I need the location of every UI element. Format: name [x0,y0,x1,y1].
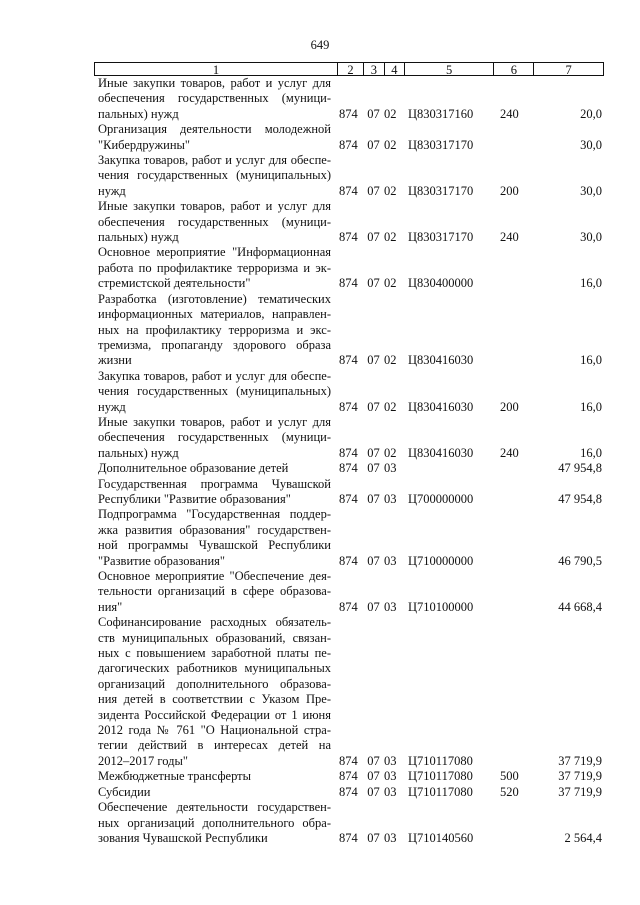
description-line: нужд [98,183,126,198]
amount: 37 719,9 [558,784,602,799]
row-description [94,292,337,369]
amount: 47 954,8 [558,491,602,506]
description-line: ния" [98,599,123,614]
ministry-code: 874 [339,830,358,845]
header-col-2: 2 [337,63,363,75]
table-row [94,569,604,615]
target-article-code: Ц710117080 [408,784,473,799]
ministry-code: 874 [339,445,358,460]
expense-type-code: 520 [500,784,519,799]
ministry-code: 874 [339,183,358,198]
table-row [94,615,604,769]
subsection-code: 03 [384,553,397,568]
subsection-code: 03 [384,784,397,799]
amount: 44 668,4 [558,599,602,614]
table-row [94,769,604,784]
amount: 16,0 [580,353,602,368]
row-description [94,569,337,615]
header-col-4: 4 [384,63,404,75]
description-line: Подпрограмма "Государственная поддер- [98,507,331,522]
row-description [94,76,337,122]
description-line: Иные закупки товаров, работ и услуг для [98,414,331,429]
description-line: дагогических работников муниципальных [98,661,331,676]
row-description [94,153,337,199]
budget-table [94,62,604,846]
ministry-code: 874 [339,784,358,799]
description-line: информационных материалов, направлен- [98,307,331,322]
table-row [94,477,604,508]
row-description [94,615,337,769]
amount: 30,0 [580,137,602,152]
description-line: чения государственных (муниципальных) [98,384,331,399]
table-header [94,62,604,76]
ministry-code: 874 [339,399,358,414]
amount: 30,0 [580,183,602,198]
header-col-7: 7 [533,63,603,75]
target-article-code: Ц830317170 [408,137,474,152]
section-code: 07 [367,769,380,784]
ministry-code: 874 [339,769,358,784]
description-line: "Кибердружины" [98,137,191,152]
amount: 47 954,8 [558,461,602,476]
description-line: ния детей в соответствии с Указом Пре- [98,692,331,707]
subsection-code: 02 [384,276,397,291]
description-line: "Развитие образования" [98,553,225,568]
amount: 37 719,9 [558,769,602,784]
target-article-code: Ц830400000 [408,276,474,291]
description-line: нужд [98,399,126,414]
header-col-6: 6 [493,63,533,75]
description-line: Иные закупки товаров, работ и услуг для [98,76,331,90]
row-description [94,785,337,800]
target-article-code: Ц710140560 [408,830,474,845]
table-row [94,292,604,369]
ministry-code: 874 [339,106,358,121]
table-row [94,461,604,476]
target-article-code: Ц830416030 [408,445,474,460]
section-code: 07 [367,599,380,614]
description-line: работа по профилактике терроризма и эк- [98,260,331,275]
target-article-code: Ц830317170 [408,230,474,245]
target-article-code: Ц700000000 [408,491,474,506]
expense-type-code: 200 [500,399,519,414]
row-description [94,461,337,476]
ministry-code: 874 [339,230,358,245]
subsection-code: 02 [384,137,397,152]
ministry-code: 874 [339,353,358,368]
description-line: Обеспечение деятельности государствен- [98,800,331,815]
target-article-code: Ц710117080 [408,753,473,768]
section-code: 07 [367,353,380,368]
description-line: Основное мероприятие "Обеспечение дея- [98,569,331,583]
description-line: стремистской деятельности" [98,276,251,291]
description-line: Республики "Развитие образования" [98,491,291,506]
description-line: Дополнительное образование детей [98,461,289,476]
amount: 37 719,9 [558,753,602,768]
description-line: Софинансирование расходных обязатель- [98,615,331,630]
description-line: ств муниципальных образований, связан- [98,630,331,645]
expense-type-code: 240 [500,230,519,245]
subsection-code: 02 [384,399,397,414]
subsection-code: 02 [384,230,397,245]
target-article-code: Ц710100000 [408,599,474,614]
target-article-code: Ц710000000 [408,553,474,568]
ministry-code: 874 [339,137,358,152]
table-row [94,153,604,199]
table-row [94,76,604,122]
section-code: 07 [367,491,380,506]
description-line: Разработка (изготовление) тематических [98,291,331,306]
amount: 20,0 [580,106,602,121]
description-line: 2012 года № 761 "О Национальной стра- [98,723,331,738]
row-description [94,245,337,291]
description-line: тремизма, пропаганду здорового образа [98,337,331,352]
expense-type-code: 500 [500,769,519,784]
section-code: 07 [367,553,380,568]
expense-type-code: 200 [500,183,519,198]
target-article-code: Ц710117080 [408,769,473,784]
row-description [94,800,337,846]
subsection-code: 03 [384,461,397,476]
table-row [94,245,604,291]
subsection-code: 03 [384,830,397,845]
subsection-code: 03 [384,491,397,506]
description-line: Государственная программа Чувашской [98,476,331,491]
amount: 2 564,4 [564,830,602,845]
page-number: 649 [310,38,330,52]
description-line: 2012–2017 годы" [98,753,188,768]
subsection-code: 02 [384,445,397,460]
subsection-code: 03 [384,753,397,768]
table-body [94,76,604,846]
description-line: Закупка товаров, работ и услуг для обеспе- [98,368,331,383]
description-line: Организация деятельности молодежной [98,122,331,137]
row-description [94,369,337,415]
amount: 16,0 [580,445,602,460]
subsection-code: 02 [384,353,397,368]
table-row [94,369,604,415]
ministry-code: 874 [339,553,358,568]
section-code: 07 [367,753,380,768]
description-line: тегии действий в интересах детей на [98,738,331,753]
description-line: Закупка товаров, работ и услуг для обеспе- [98,153,331,168]
row-description [94,477,337,508]
section-code: 07 [367,445,380,460]
section-code: 07 [367,830,380,845]
target-article-code: Ц830416030 [408,399,474,414]
description-line: Иные закупки товаров, работ и услуг для [98,199,331,214]
description-line: ных на профилактику терроризма и экс- [98,322,331,337]
description-line: зования Чувашской Республики [98,830,268,845]
description-line: пальных) нужд [98,106,179,121]
description-line: обеспечения государственных (муници- [98,91,331,106]
header-col-3: 3 [363,63,384,75]
amount: 30,0 [580,230,602,245]
section-code: 07 [367,784,380,799]
description-line: ных организаций дополнительного обра- [98,815,331,830]
row-description [94,415,337,461]
header-col-1: 1 [212,63,220,77]
description-line: пальных) нужд [98,230,179,245]
subsection-code: 02 [384,183,397,198]
description-line: пальных) нужд [98,445,179,460]
ministry-code: 874 [339,491,358,506]
ministry-code: 874 [339,461,358,476]
expense-type-code: 240 [500,106,519,121]
row-description [94,507,337,569]
table-row [94,415,604,461]
target-article-code: Ц830317170 [408,183,474,198]
description-line: Основное мероприятие "Информационная [98,245,331,260]
amount: 16,0 [580,399,602,414]
description-line: организаций дополнительного образова- [98,676,331,691]
row-description [94,769,337,784]
section-code: 07 [367,183,380,198]
table-row [94,785,604,800]
table-row [94,122,604,153]
table-row [94,800,604,846]
subsection-code: 02 [384,106,397,121]
ministry-code: 874 [339,753,358,768]
description-line: жизни [98,353,132,368]
description-line: жка развития образования" государствен- [98,522,331,537]
section-code: 07 [367,399,380,414]
table-row [94,199,604,245]
row-description [94,199,337,245]
expense-type-code: 240 [500,445,519,460]
section-code: 07 [367,461,380,476]
section-code: 07 [367,276,380,291]
description-line: зидента Российской Федерации от 1 июня [98,707,331,722]
target-article-code: Ц830416030 [408,353,474,368]
target-article-code: Ц830317160 [408,106,474,121]
subsection-code: 03 [384,769,397,784]
section-code: 07 [367,137,380,152]
row-description [94,122,337,153]
section-code: 07 [367,106,380,121]
description-line: обеспечения государственных (муници- [98,214,331,229]
description-line: Субсидии [98,784,151,799]
ministry-code: 874 [339,599,358,614]
table-row [94,507,604,569]
description-line: тельности организаций в сфере образова- [98,584,331,599]
description-line: ной программы Чувашской Республики [98,538,331,553]
description-line: Межбюджетные трансферты [98,769,252,784]
description-line: обеспечения государственных (муници- [98,430,331,445]
amount: 46 790,5 [558,553,602,568]
description-line: ных с повышением заработной платы пе- [98,646,331,661]
description-line: чения государственных (муниципальных) [98,168,331,183]
section-code: 07 [367,230,380,245]
amount: 16,0 [580,276,602,291]
header-col-5: 5 [404,63,494,75]
subsection-code: 03 [384,599,397,614]
ministry-code: 874 [339,276,358,291]
